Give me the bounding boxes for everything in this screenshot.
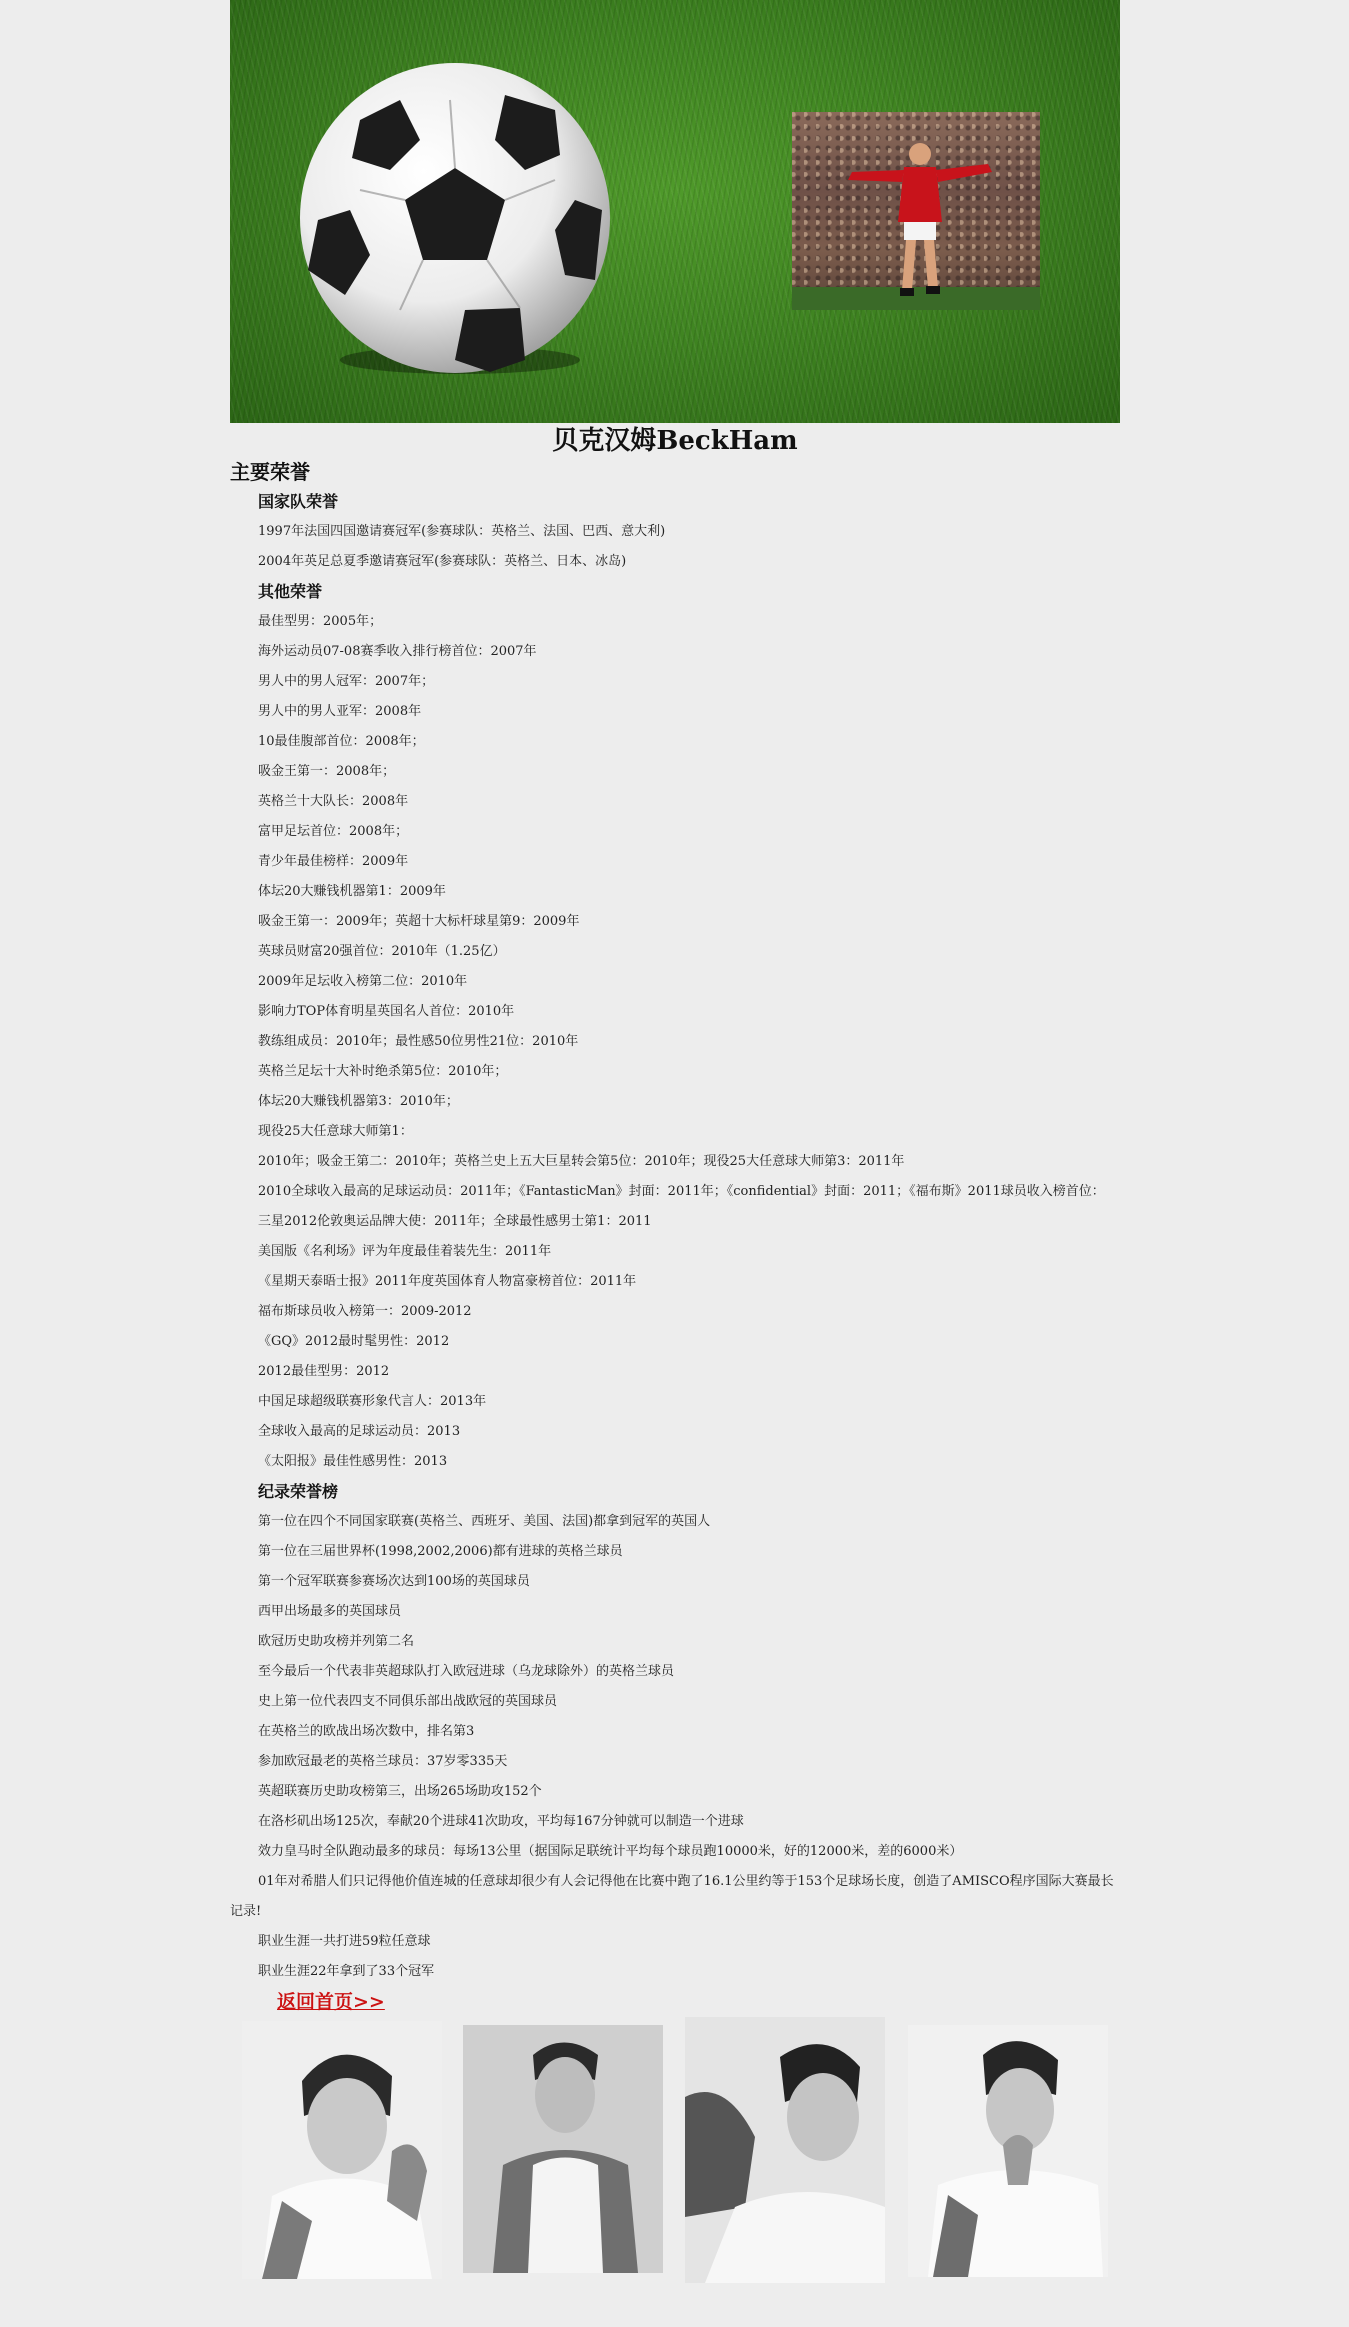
list-item: 在洛杉矶出场125次，奉献20个进球41次助攻，平均每167分钟就可以制造一个进球 (258, 1814, 744, 1829)
national-honors-list (230, 517, 1120, 577)
list-item: 第一位在三届世界杯(1998,2002,2006)都有进球的英格兰球员 (258, 1544, 623, 1559)
list-item: 英格兰十大队长：2008年 (258, 794, 409, 809)
list-item: 2010全球收入最高的足球运动员：2011年；《FantasticMan》封面：2011年；《confidential》封面：2011；《福布斯》2011球员收入榜首位： (258, 1184, 1105, 1199)
list-item: 吸金王第一：2008年； (258, 764, 396, 779)
list-item: 2010年；吸金王第二：2010年；英格兰史上五大巨星转会第5位：2010年；现役25大任意球大师第3：2011年 (258, 1154, 905, 1169)
other-honors-heading: 其他荣誉 (258, 582, 323, 601)
photo-gallery (230, 2021, 1120, 2301)
page-title: 贝克汉姆BeckHam (552, 426, 798, 456)
national-honors-heading: 国家队荣誉 (258, 492, 339, 511)
records-list (230, 1507, 1120, 1987)
list-item: 10最佳腹部首位：2008年； (258, 734, 425, 749)
list-item: 现役25大任意球大师第1： (258, 1124, 413, 1139)
list-item: 第一位在四个不同国家联赛(英格兰、西班牙、美国、法国)都拿到冠军的英国人 (258, 1514, 711, 1529)
list-item: 2012最佳型男：2012 (258, 1364, 390, 1379)
list-item: 《GQ》2012最时髦男性：2012 (258, 1334, 450, 1349)
list-item: 体坛20大赚钱机器第3：2010年； (258, 1094, 459, 1109)
header-banner (230, 0, 1120, 423)
list-item: 2009年足坛收入榜第二位：2010年 (258, 974, 468, 989)
portrait-photo (242, 2021, 442, 2279)
soccer-ball-image (290, 60, 620, 380)
records-heading: 纪录荣誉榜 (258, 1482, 339, 1501)
list-item: 职业生涯22年拿到了33个冠军 (258, 1964, 435, 1979)
list-item: 男人中的男人亚军：2008年 (258, 704, 422, 719)
list-item: 欧冠历史助攻榜并列第二名 (258, 1634, 415, 1649)
list-item: 英超联赛历史助攻榜第三，出场265场助攻152个 (258, 1784, 542, 1799)
list-item: 01年对希腊人们只记得他价值连城的任意球却很少有人会记得他在比赛中跑了16.1公里约等于153个足球场长度，创造了AMISCO程序国际大赛最长记录! (230, 1874, 1114, 1919)
list-item: 1997年法国四国邀请赛冠军(参赛球队：英格兰、法国、巴西、意大利) (258, 524, 666, 539)
list-item: 全球收入最高的足球运动员：2013 (258, 1424, 461, 1439)
player-celebration-photo (792, 112, 1040, 310)
list-item: 中国足球超级联赛形象代言人：2013年 (258, 1394, 487, 1409)
list-item: 史上第一位代表四支不同俱乐部出战欧冠的英国球员 (258, 1694, 558, 1709)
list-item: 海外运动员07-08赛季收入排行榜首位：2007年 (258, 644, 537, 659)
list-item: 男人中的男人冠军：2007年； (258, 674, 435, 689)
list-item: 英球员财富20强首位：2010年（1.25亿） (258, 944, 506, 959)
list-item: 福布斯球员收入榜第一：2009-2012 (258, 1304, 472, 1319)
other-honors-list (230, 607, 1120, 1477)
back-home-link[interactable]: 返回首页>> (277, 1991, 385, 2013)
list-item: 职业生涯一共打进59粒任意球 (258, 1934, 431, 1949)
list-item: 最佳型男：2005年； (258, 614, 383, 629)
list-item: 体坛20大赚钱机器第1：2009年 (258, 884, 446, 899)
list-item: 三星2012伦敦奥运品牌大使：2011年；全球最性感男士第1：2011 (258, 1214, 652, 1229)
main-honors-heading: 主要荣誉 (230, 460, 310, 484)
page-container (230, 0, 1120, 2301)
list-item: 至今最后一个代表非英超球队打入欧冠进球（乌龙球除外）的英格兰球员 (258, 1664, 675, 1679)
list-item: 富甲足坛首位：2008年； (258, 824, 409, 839)
portrait-photo (463, 2025, 663, 2273)
list-item: 第一个冠军联赛参赛场次达到100场的英国球员 (258, 1574, 530, 1589)
portrait-photo (685, 2017, 885, 2283)
list-item: 英格兰足坛十大补时绝杀第5位：2010年； (258, 1064, 508, 1079)
list-item: 青少年最佳榜样：2009年 (258, 854, 409, 869)
list-item: 《星期天泰晤士报》2011年度英国体育人物富豪榜首位：2011年 (258, 1274, 637, 1289)
list-item: 吸金王第一：2009年；英超十大标杆球星第9：2009年 (258, 914, 580, 929)
list-item: 2004年英足总夏季邀请赛冠军(参赛球队：英格兰、日本、冰岛) (258, 554, 627, 569)
list-item: 参加欧冠最老的英格兰球员：37岁零335天 (258, 1754, 508, 1769)
list-item: 教练组成员：2010年；最性感50位男性21位：2010年 (258, 1034, 579, 1049)
list-item: 在英格兰的欧战出场次数中，排名第3 (258, 1724, 475, 1739)
portrait-photo (908, 2025, 1108, 2277)
list-item: 效力皇马时全队跑动最多的球员：每场13公里（据国际足联统计平均每个球员跑10000米，好的12000米，差的6000米） (258, 1844, 963, 1859)
list-item: 《太阳报》最佳性感男性：2013 (258, 1454, 448, 1469)
list-item: 影响力TOP体育明星英国名人首位：2010年 (258, 1004, 515, 1019)
list-item: 美国版《名利场》评为年度最佳着装先生：2011年 (258, 1244, 552, 1259)
list-item: 西甲出场最多的英国球员 (258, 1604, 402, 1619)
